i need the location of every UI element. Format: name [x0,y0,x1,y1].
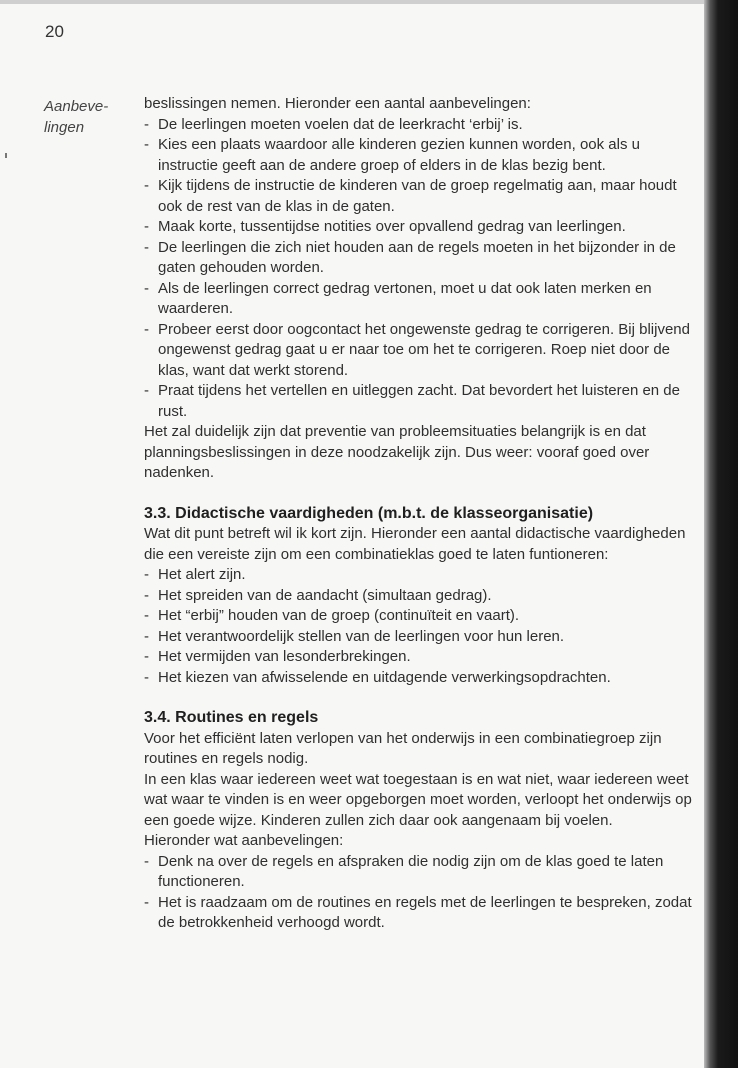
list-item: - De leerlingen moeten voelen dat de leerkracht ‘erbij’ is. [144,115,523,133]
list-item: - De leerlingen die zich niet houden aan de regels moeten in het bijzonder in de gaten gehouden worden. [144,238,676,276]
paragraph: In een klas waar iedereen weet wat toegestaan is en wat niet, waar iedereen weet wat waar te vinden is en weer opgeborgen moet worden, verloopt het onderwijs op een goede wijze. Kinderen zullen zich daar ook aangenaam bij voelen. [144,770,692,829]
list-item: - Het kiezen van afwisselende en uitdagende verwerkingsopdrachten. [144,668,611,686]
list-item: - Kies een plaats waardoor alle kinderen gezien kunnen worden, ook als u instructie geeft aan de andere groep of elders in de klas bezig bent. [144,136,640,174]
margin-mark [5,153,7,158]
list-item: - Het vermijden van lesonderbrekingen. [144,648,411,665]
recommendations-list [144,115,692,423]
book-spine-shadow [704,0,738,1068]
list-item: - Denk na over de regels en afspraken die nodig zijn om de klas goed te laten functioneren. [144,852,664,890]
list-item: - Kijk tijdens de instructie de kinderen van de groep regelmatig aan, maar houdt ook de rest van de klas in de gaten. [144,177,677,215]
intro-line: beslissingen nemen. Hieronder een aantal aanbevelingen: [144,95,531,112]
list-item: - Het spreiden van de aandacht (simultaan gedrag). [144,586,492,604]
skills-list [144,565,692,688]
list-item: - Het is raadzaam om de routines en regels met de leerlingen te bespreken, zodat de betrokkenheid verhoogd wordt. [144,893,692,931]
list-item: - Probeer eerst door oogcontact het ongewenste gedrag te corrigeren. Bij blijvend ongewenst gedrag gaat u er naar toe om het te corrigeren. Roep niet door de klas, want dat werkt storend. [144,320,690,379]
paragraph: Het zal duidelijk zijn dat preventie van probleemsituaties belangrijk is en dat planningsbeslissingen in deze noodzakelijk zijn. Dus weer: vooraf goed over nadenken. [144,423,650,481]
list-item: - Het “erbij” houden van de groep (continuïteit en vaart). [144,607,520,624]
margin-note-line-1: Aanbeve- [44,98,109,115]
page-number: 20 [45,22,64,41]
routines-list [144,852,692,934]
list-item: - Het verantwoordelijk stellen van de leerlingen voor hun leren. [144,627,565,645]
paragraph: Wat dit punt betreft wil ik kort zijn. Hieronder een aantal didactische vaardigheden die een vereiste zijn om een combinatieklas goed te laten funtioneren: [144,525,686,563]
page-top-edge [0,0,704,4]
paragraph: Voor het efficiënt laten verlopen van het onderwijs in een combinatiegroep zijn routines en regels nodig. [144,729,662,767]
margin-note-line-2: lingen [44,119,85,136]
list-item: - Maak korte, tussentijdse notities over opvallend gedrag van leerlingen. [144,218,626,235]
margin-note [44,96,134,138]
list-item: - Als de leerlingen correct gedrag vertonen, moet u dat ook laten merken en waarderen. [144,279,652,317]
list-item: - Het alert zijn. [144,566,246,583]
list-item: - Praat tijdens het vertellen en uitleggen zacht. Dat bevordert het luisteren en de rust. [144,382,680,420]
paragraph: Hieronder wat aanbevelingen: [144,832,344,849]
section-heading-3-3: 3.3. Didactische vaardigheden (m.b.t. de klasseorganisatie) [144,504,594,522]
body-text [144,94,692,934]
section-heading-3-4: 3.4. Routines en regels [144,709,319,726]
